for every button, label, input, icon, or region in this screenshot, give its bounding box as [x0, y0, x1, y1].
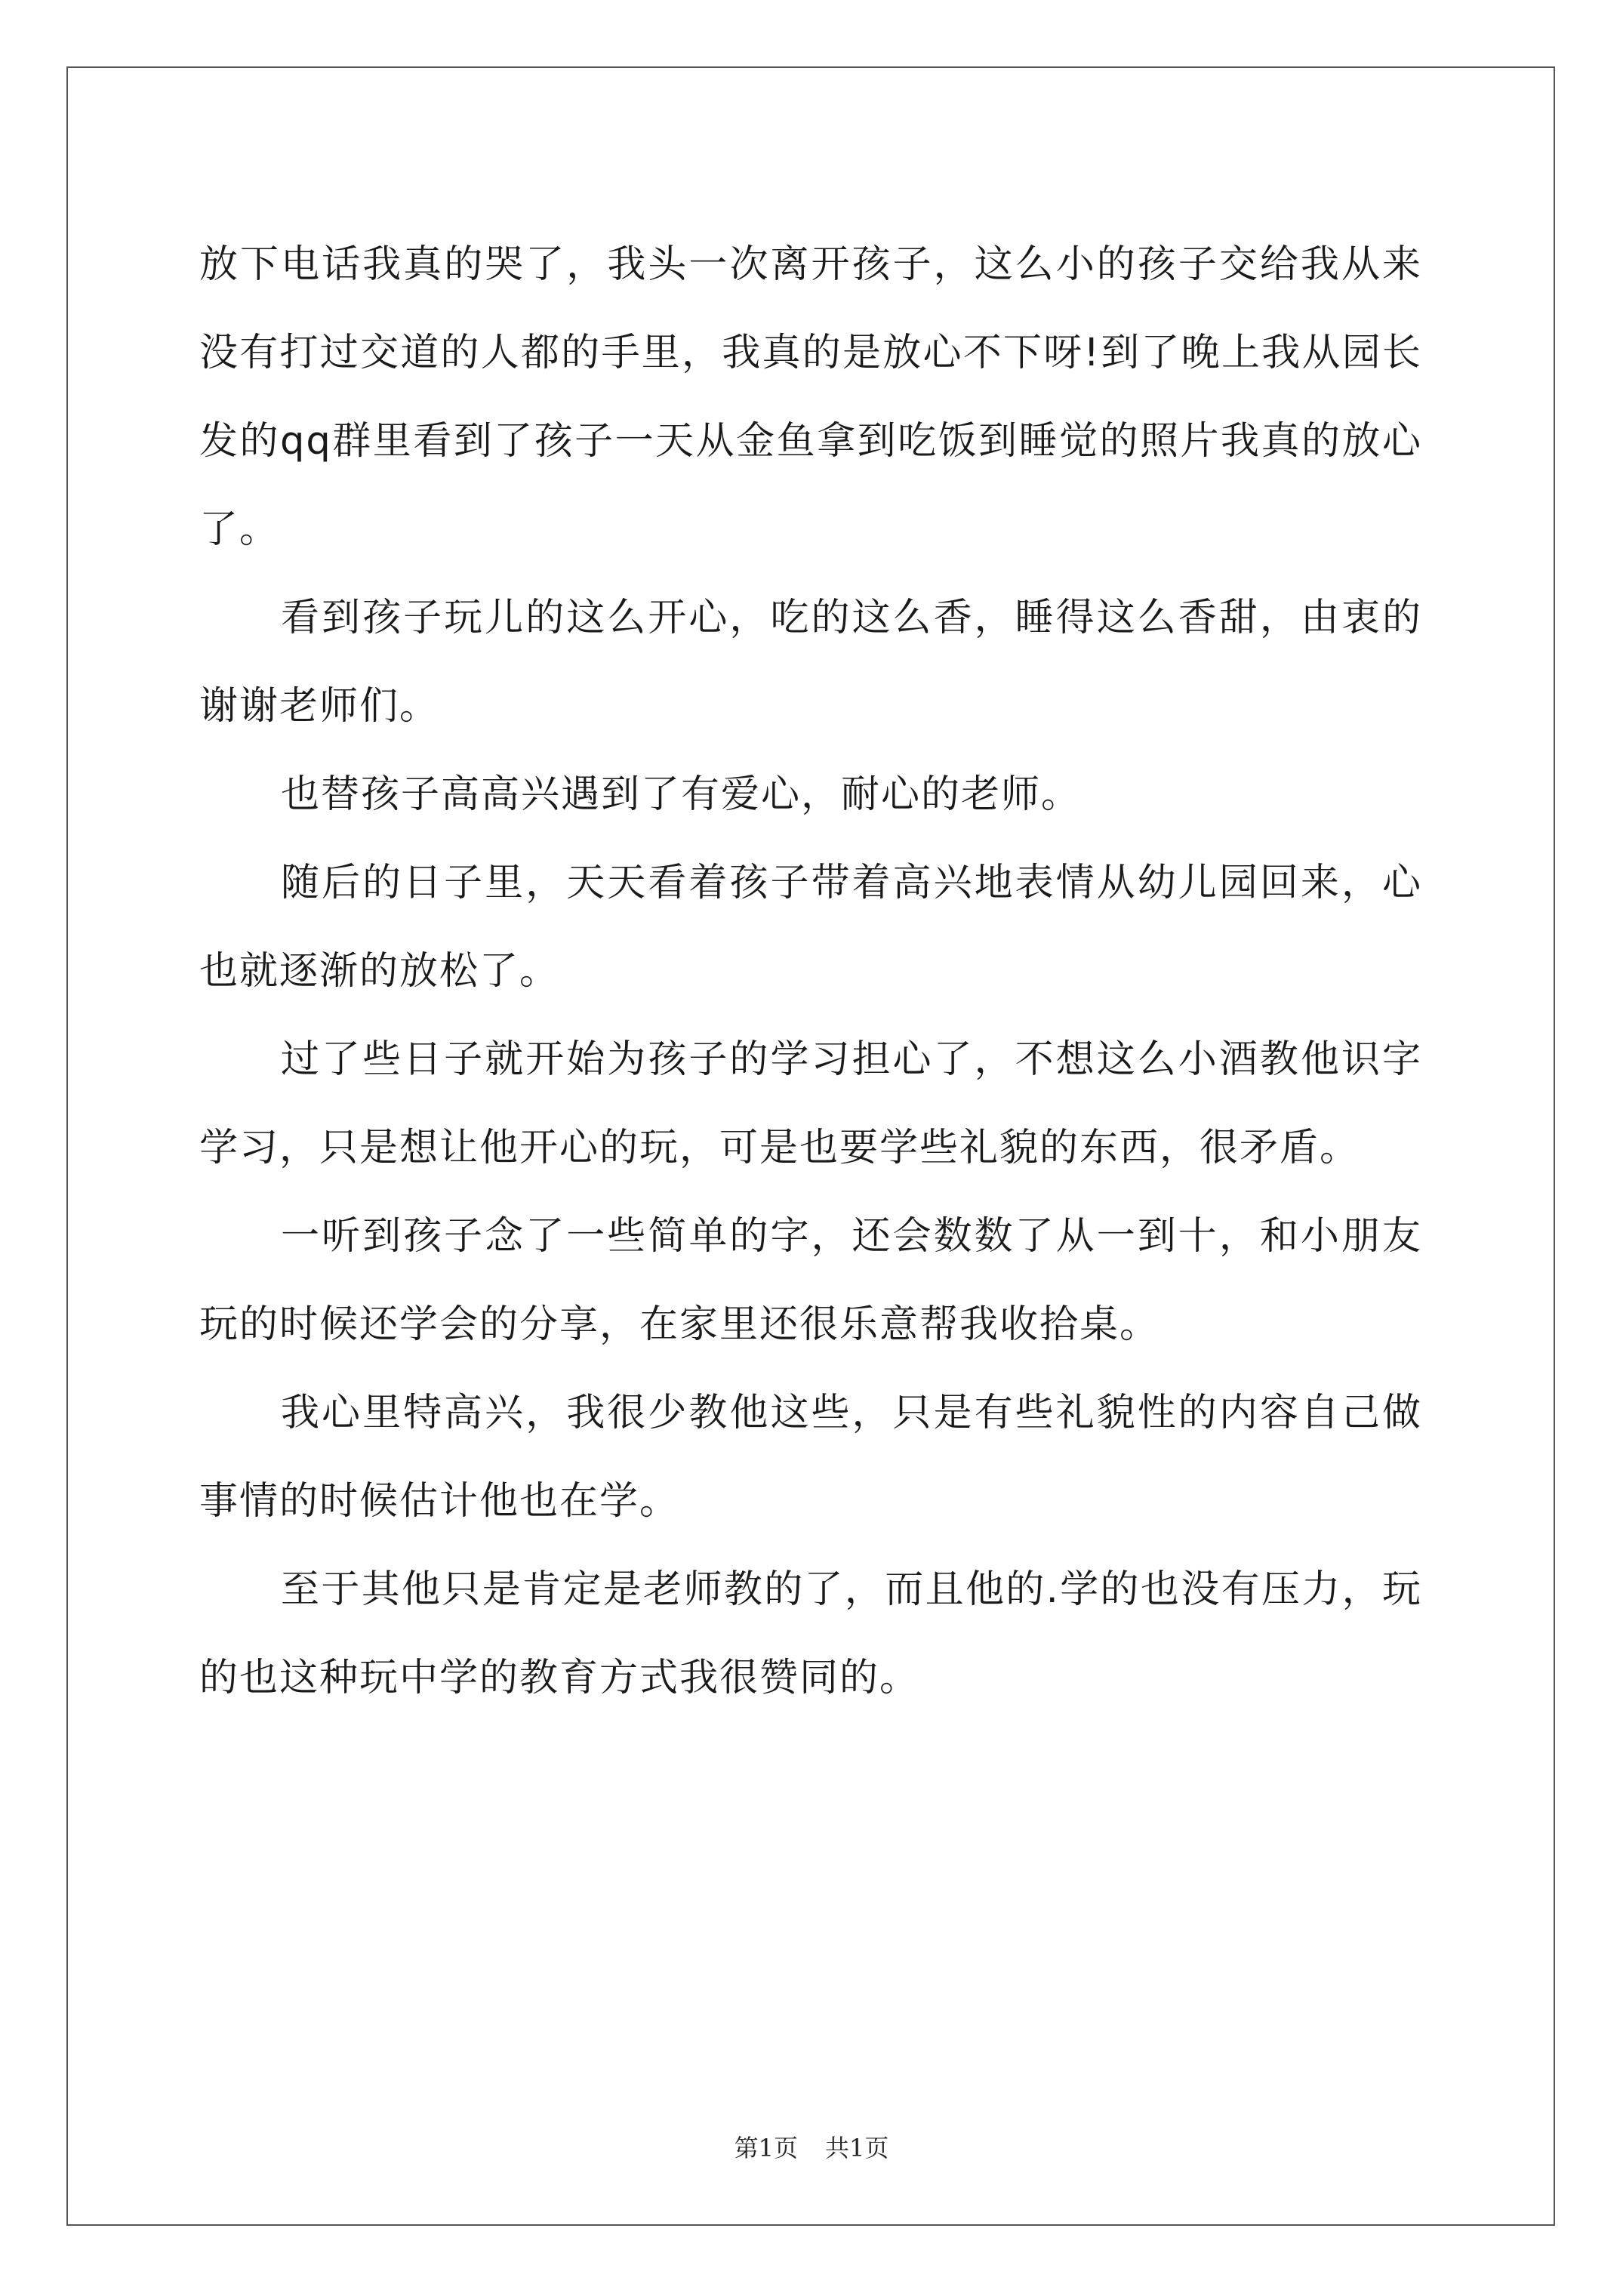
page-number-current: 第1页 — [734, 2134, 798, 2162]
paragraph-1: 放下电话我真的哭了，我头一次离开孩子，这么小的孩子交给我从来没有打过交道的人都的手里，我真的是放心不下呀!到了晚上我从园长发的qq群里看到了孩子一天从金鱼拿到吃饭到睡觉的照片我真的放心了。 — [199, 242, 1422, 552]
paragraph-5: 过了些日子就开始为孩子的学习担心了，不想这么小酒教他识字学习，只是想让他开心的玩，可是也要学些礼貌的东西，很矛盾。 — [199, 1037, 1422, 1170]
page-footer — [0, 2133, 1623, 2163]
paragraph-8: 至于其他只是肯定是老师教的了，而且他的.学的也没有压力，玩的也这种玩中学的教育方式我很赞同的。 — [199, 1567, 1422, 1700]
document-body — [199, 220, 1422, 1722]
page-number-total: 共1页 — [825, 2134, 889, 2162]
paragraph-6: 一听到孩子念了一些简单的字，还会数数了从一到十，和小朋友玩的时候还学会的分享，在家里还很乐意帮我收拾桌。 — [199, 1214, 1422, 1347]
paragraph-3: 也替孩子高高兴遇到了有爱心，耐心的老师。 — [281, 772, 1082, 817]
paragraph-4: 随后的日子里，天天看着孩子带着高兴地表情从幼儿园回来，心也就逐渐的放松了。 — [199, 861, 1422, 994]
paragraph-2: 看到孩子玩儿的这么开心，吃的这么香，睡得这么香甜，由衷的谢谢老师们。 — [199, 596, 1422, 729]
paragraph-7: 我心里特高兴，我很少教他这些，只是有些礼貌性的内容自己做事情的时候估计他也在学。 — [199, 1391, 1422, 1524]
